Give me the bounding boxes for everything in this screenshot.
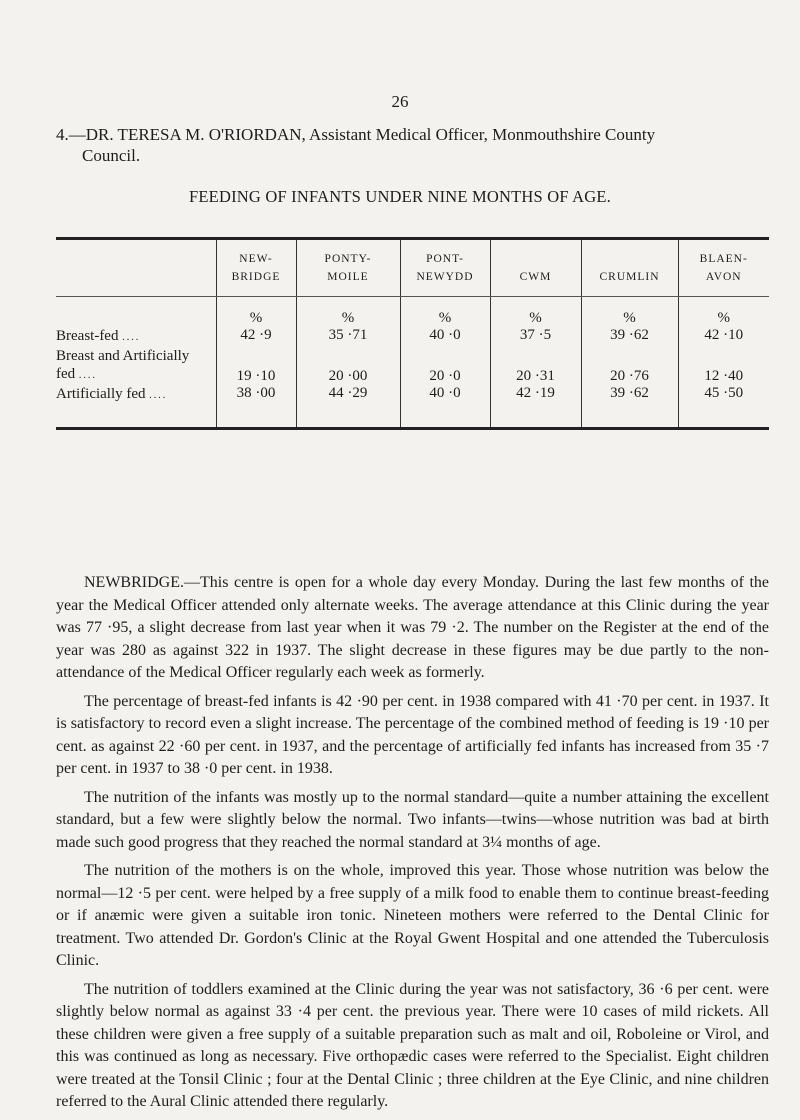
paragraph-infant-nutrition: The nutrition of the infants was mostly up to the normal standard—quite a number attaining the excellent standard, but a few were slightly below the normal. Two infants—twins—whose nutrition was bad at birth made such good progress that they reached the normal standard at 3¼ months of age. — [56, 788, 769, 851]
paragraph-newbridge: NEWBRIDGE.—This centre is open for a whole day every Monday. During the last few months of the year the Medical Officer attended only alternate weeks. The average attendance at this Clinic during the year was 77 ·95, a slight decrease from last year when it was 79 ·2. The number on the Register at the end of the year was 280 as against 322 in 1937. The slight decrease in these figures may be due partly to the non-attendance of the Medical Officer regularly each week as formerly. — [56, 574, 769, 681]
column-header-crumlin: CRUMLIN — [581, 239, 678, 297]
table-cell: 20 ·00 — [296, 347, 400, 385]
table-cell: 19 ·10 — [216, 347, 296, 385]
heading-line-2: Council. — [82, 146, 141, 165]
table-cell: 20 ·0 — [400, 347, 490, 385]
column-header-cwm: CWM — [490, 239, 581, 297]
row-label: Breast-fed .... — [56, 328, 141, 344]
table-cell: 38 ·00 — [216, 385, 296, 429]
heading-line-1: 4.—DR. TERESA M. O'RIORDAN, Assistant Medical Officer, Monmouthshire County — [56, 125, 656, 144]
section-heading — [56, 124, 756, 166]
paragraph-breast-fed-percentage: The percentage of breast-fed infants is 42 ·90 per cent. in 1938 compared with 41 ·70 per cent. in 1937. It is satisfactory to record even a slight increase. The percentage of the combined method of feeding is 19 ·10 per cent. as against 22 ·60 per cent. in 1937, and the percentage of artificially fed infants has increased from 35 ·7 per cent. in 1937 to 38 ·0 per cent. in 1938. — [56, 692, 769, 777]
table-cell: % 40 ·0 — [400, 297, 490, 348]
paragraph-mothers-nutrition: The nutrition of the mothers is on the whole, improved this year. Those whose nutrition was below the normal—12 ·5 per cent. were helped by a free supply of a milk food to enable them to continue breast-feeding or if anæmic were given a suitable iron tonic. Nineteen mothers were referred to the Dental Clinic for treatment. Two attended Dr. Gordon's Clinic at the Royal Gwent Hospital and one attended the Tuberculosis Clinic. — [56, 862, 769, 969]
column-header-pontymoile: PONTY- MOILE — [296, 239, 400, 297]
row-label: Artificially fed .... — [56, 386, 168, 402]
table-row — [56, 385, 769, 429]
table-cell: 45 ·50 — [678, 385, 769, 429]
column-header-blaenavon: BLAEN- AVON — [678, 239, 769, 297]
table-title: FEEDING OF INFANTS UNDER NINE MONTHS OF AGE. — [189, 187, 611, 206]
column-header-pontnewydd: PONT- NEWYDD — [400, 239, 490, 297]
table-cell: 44 ·29 — [296, 385, 400, 429]
table-cell: % 37 ·5 — [490, 297, 581, 348]
table-cell: 39 ·62 — [581, 385, 678, 429]
paragraph-toddlers-nutrition: The nutrition of toddlers examined at the Clinic during the year was not satisfactory, 36 ·6 per cent. were slightly below normal as against 33 ·4 per cent. the previous year. There were 10 cases of mild rickets. All these children were given a free supply of a suitable preparation such as malt and oil, Roboleine or Virol, and this was continued as long as necessary. Five orthopædic cases were referred to the Specialist. Eight children were treated at the Tonsil Clinic ; four at the Dental Clinic ; three children at the Eye Clinic, and nine children referred to the Aural Clinic attended there regularly. — [56, 980, 769, 1110]
table-cell: 20 ·76 — [581, 347, 678, 385]
page-number: 26 — [391, 92, 409, 111]
table-cell: % 39 ·62 — [581, 297, 678, 348]
table-cell: % 35 ·71 — [296, 297, 400, 348]
table-row — [56, 297, 769, 348]
table-cell: 12 ·40 — [678, 347, 769, 385]
table-cell: % 42 ·9 — [216, 297, 296, 348]
table-cell: % 42 ·10 — [678, 297, 769, 348]
table-cell: 40 ·0 — [400, 385, 490, 429]
header-blank — [56, 239, 216, 297]
row-label: Breast and Artificially fed .... — [56, 348, 190, 382]
table-cell: 42 ·19 — [490, 385, 581, 429]
table-header-row — [56, 239, 769, 297]
table-cell: 20 ·31 — [490, 347, 581, 385]
column-header-newbridge: NEW- BRIDGE — [216, 239, 296, 297]
feeding-table — [56, 237, 769, 430]
report-body — [56, 572, 769, 1120]
table-row — [56, 347, 769, 385]
